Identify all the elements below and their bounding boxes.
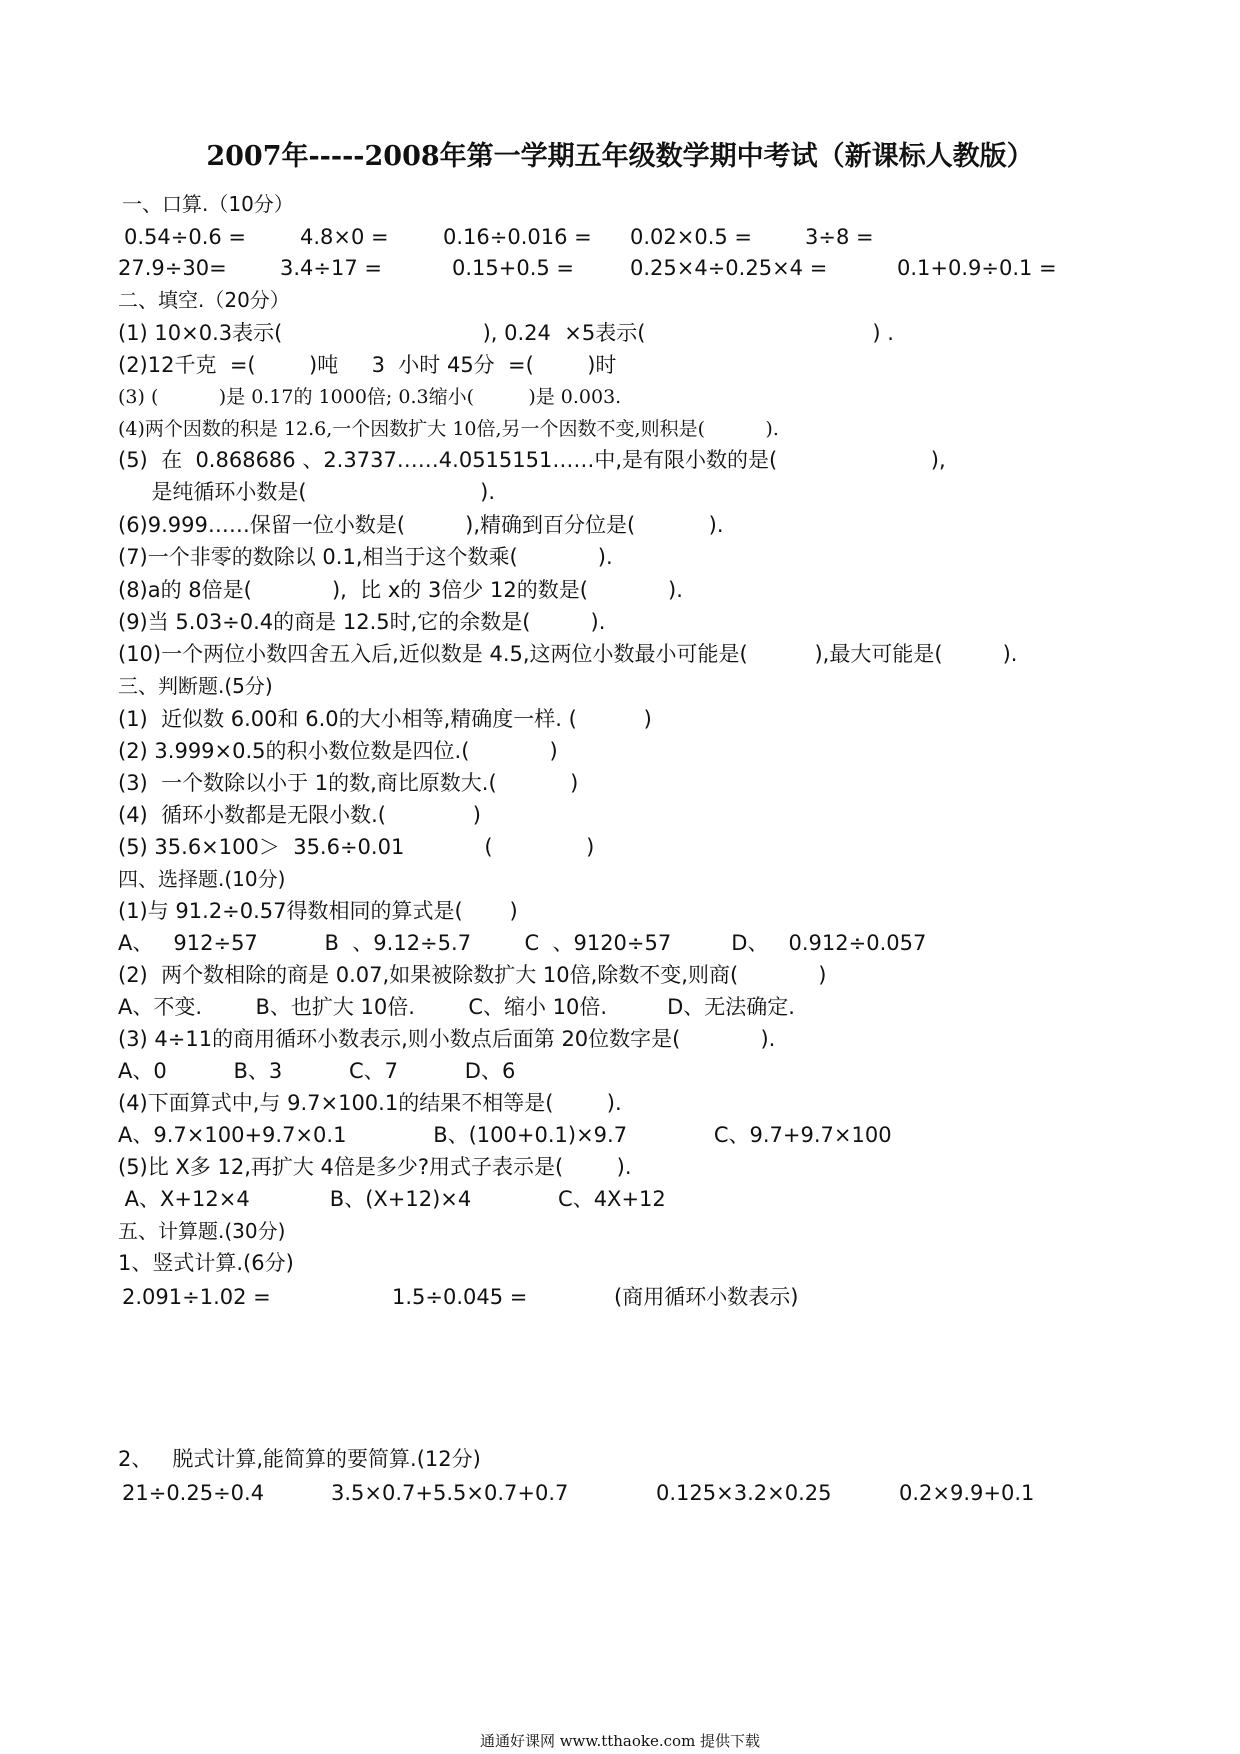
judge-question: (5) 35.6×100＞ 35.6÷0.01 ( ) — [118, 835, 595, 859]
calc-note: (商用循环小数表示) — [614, 1285, 799, 1309]
calc-item: 21÷0.25÷0.4 — [122, 1481, 265, 1505]
judge-question: (2) 3.999×0.5的积小数位数是四位.( ) — [118, 739, 558, 763]
fill-question: (5) 在 0.868686 、2.3737……4.0515151……中,是有限小数的是( ), — [118, 448, 946, 472]
section-heading-choice: 四、选择题.(10分) — [118, 867, 286, 891]
oral-item: 4.8×0 = — [300, 225, 389, 249]
calc-item: 3.5×0.7+5.5×0.7+0.7 — [331, 1481, 569, 1505]
judge-question: (4) 循环小数都是无限小数.( ) — [118, 803, 481, 827]
fill-question: (9)当 5.03÷0.4的商是 12.5时,它的余数是( ). — [118, 610, 606, 634]
fill-question: (7)一个非零的数除以 0.1,相当于这个数乘( ). — [118, 545, 613, 569]
footer-source: 通通好课网 www.tthaoke.com 提供下载 — [479, 1732, 761, 1750]
oral-item: 3.4÷17 = — [280, 256, 382, 280]
calc-item: 2.091÷1.02 = — [122, 1285, 271, 1309]
oral-item: 0.25×4÷0.25×4 = — [630, 256, 828, 280]
oral-item: 3÷8 = — [805, 225, 874, 249]
choice-question: (5)比 X多 12,再扩大 4倍是多少?用式子表示是( ). — [118, 1155, 632, 1179]
fill-question: (3) ( )是 0.17的 1000倍; 0.3缩小( )是 0.003. — [118, 386, 622, 408]
oral-item: 0.16÷0.016 = — [443, 225, 592, 249]
fill-question: (1) 10×0.3表示( ), 0.24 ×5表示( ) . — [118, 321, 894, 345]
fill-question: (10)一个两位小数四舍五入后,近似数是 4.5,这两位小数最小可能是( ),最大可能是( ). — [118, 642, 1018, 666]
section-heading-oral: 一、口算.（10分） — [122, 192, 294, 216]
oral-item: 0.15+0.5 = — [452, 256, 575, 280]
choice-options: A、 912÷57 B 、9.12÷5.7 C 、9120÷57 D、 0.912÷0.057 — [118, 931, 927, 955]
fill-question: (6)9.999……保留一位小数是( ),精确到百分位是( ). — [118, 513, 724, 537]
calc-part-heading: 1、竖式计算.(6分) — [118, 1251, 294, 1275]
section-heading-judge: 三、判断题.(5分) — [118, 674, 273, 698]
section-heading-fill: 二、填空.（20分） — [118, 288, 290, 312]
choice-question: (4)下面算式中,与 9.7×100.1的结果不相等是( ). — [118, 1091, 622, 1115]
calc-item: 0.2×9.9+0.1 — [899, 1481, 1035, 1505]
section-heading-calc: 五、计算题.(30分) — [118, 1219, 286, 1243]
choice-options: A、X+12×4 B、(X+12)×4 C、4X+12 — [118, 1187, 666, 1211]
calc-item: 1.5÷0.045 = — [392, 1285, 528, 1309]
oral-item: 0.54÷0.6 = — [124, 225, 247, 249]
fill-question: 是纯循环小数是( ). — [118, 480, 495, 504]
calc-part-heading: 2、 脱式计算,能简算的要简算.(12分) — [118, 1447, 481, 1471]
fill-question: (2)12千克 =( )吨 3 小时 45分 =( )时 — [118, 353, 617, 377]
calc-item: 0.125×3.2×0.25 — [656, 1481, 832, 1505]
judge-question: (3) 一个数除以小于 1的数,商比原数大.( ) — [118, 771, 579, 795]
choice-options: A、不变. B、也扩大 10倍. C、缩小 10倍. D、无法确定. — [118, 995, 795, 1019]
choice-question: (3) 4÷11的商用循环小数表示,则小数点后面第 20位数字是( ). — [118, 1027, 776, 1051]
choice-question: (2) 两个数相除的商是 0.07,如果被除数扩大 10倍,除数不变,则商( ) — [118, 963, 827, 987]
choice-options: A、0 B、3 C、7 D、6 — [118, 1059, 516, 1083]
page-title: 2007年-----2008年第一学期五年级数学期中考试（新课标人教版） — [206, 141, 1034, 172]
choice-options: A、9.7×100+9.7×0.1 B、(100+0.1)×9.7 C、9.7+9.7×100 — [118, 1123, 892, 1147]
oral-item: 0.02×0.5 = — [630, 225, 753, 249]
choice-question: (1)与 91.2÷0.57得数相同的算式是( ) — [118, 899, 518, 923]
fill-question: (4)两个因数的积是 12.6,一个因数扩大 10倍,另一个因数不变,则积是( ). — [118, 418, 779, 440]
oral-item: 27.9÷30= — [118, 256, 227, 280]
fill-question: (8)a的 8倍是( ), 比 x的 3倍少 12的数是( ). — [118, 578, 683, 602]
judge-question: (1) 近似数 6.00和 6.0的大小相等,精确度一样. ( ) — [118, 707, 652, 731]
oral-item: 0.1+0.9÷0.1 = — [897, 256, 1057, 280]
